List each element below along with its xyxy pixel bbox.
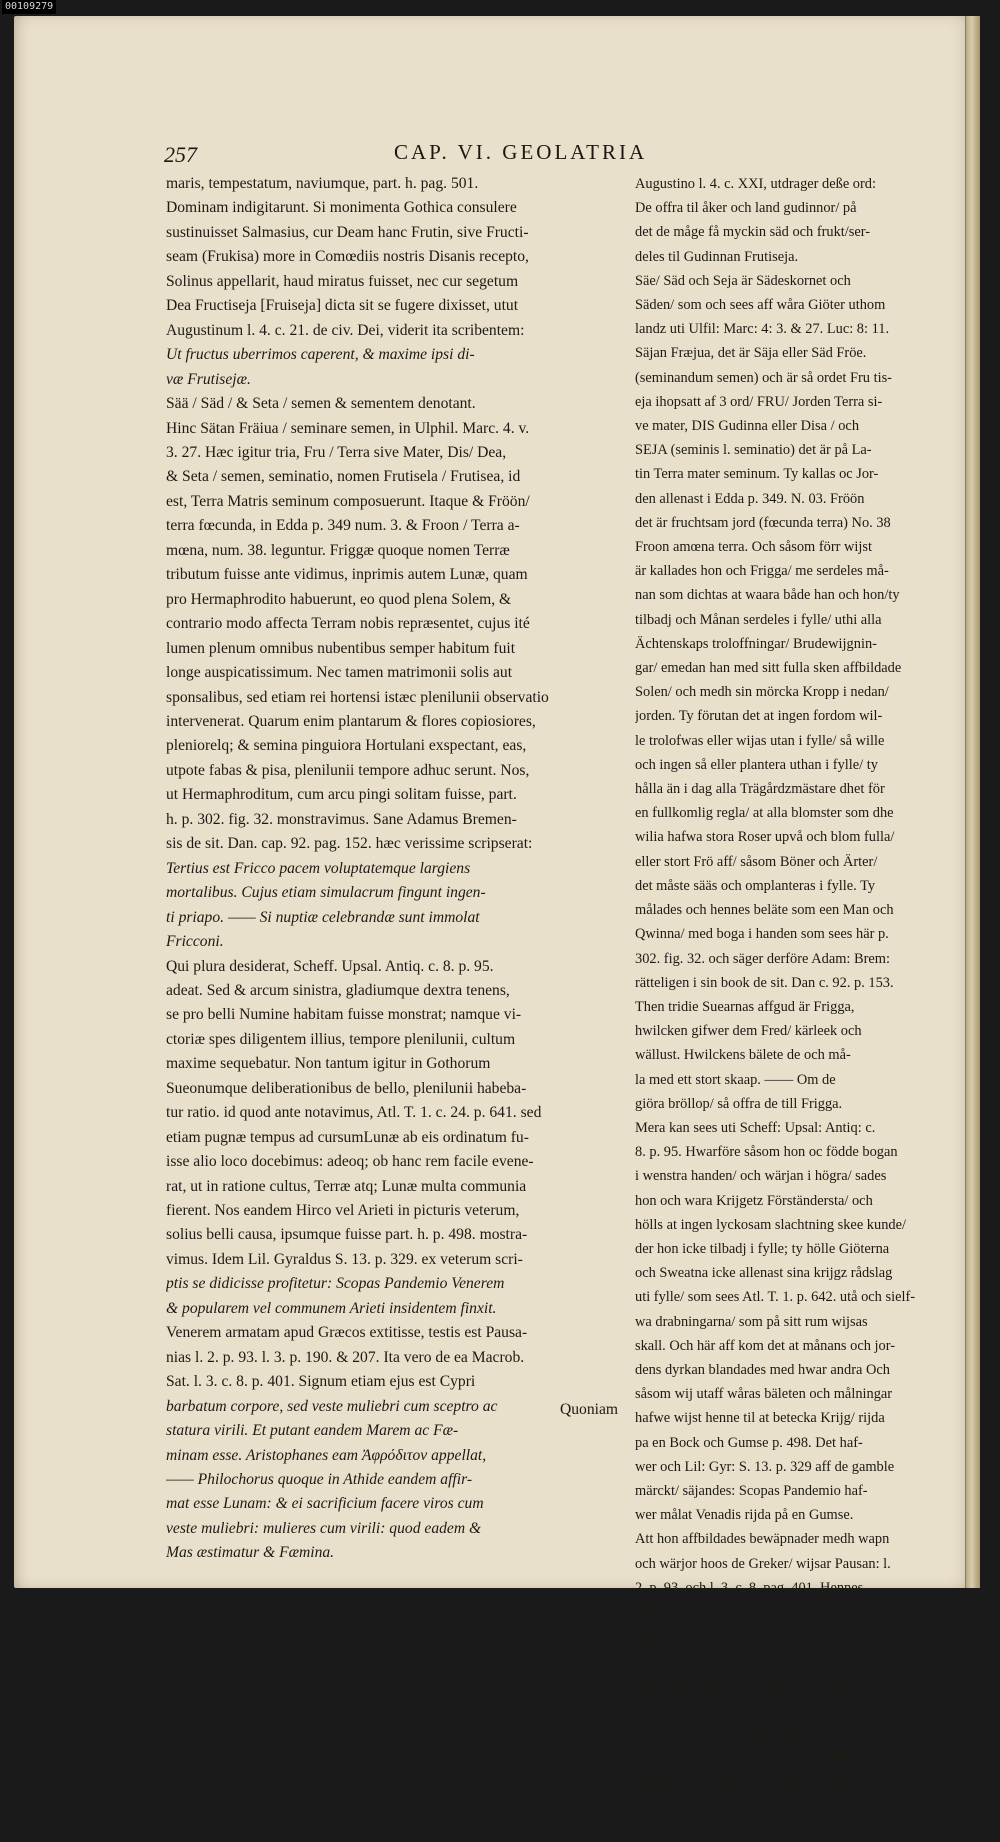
swedish-text-line: la med ett stort skaap. —— Om de: [635, 1071, 836, 1088]
latin-text-line: sustinuisset Salmasius, cur Deam hanc Frutin, sive Fructi-: [166, 223, 529, 241]
swedish-text-line: Ächtenskaps troloffningar/ Brudewijgnin-: [635, 635, 877, 652]
swedish-text-line: hwilcken gifwer dem Fred/ kärleek och: [635, 1023, 862, 1040]
catchword: Quoniam: [560, 1401, 619, 1418]
latin-text-line: Venerem armatam apud Græcos extitisse, testis est Pausa-: [166, 1324, 528, 1342]
latin-text-line: est, Terra Matris seminum composuerunt. Itaque & Fröön/: [166, 492, 530, 510]
swedish-text-line: le trolofwas eller wijas utan i fylle/ så wille: [635, 732, 885, 749]
swedish-text-line: den allenast i Edda p. 349. N. 03. Fröön: [635, 490, 865, 507]
swedish-text-line: ve mater, DIS Gudinna eller Disa / och: [635, 418, 860, 435]
swedish-text-line: gar/ emedan han med sitt fulla sken affbildade: [635, 660, 902, 677]
latin-text-line: Hinc Sätan Fräiua / seminare semen, in Ulphil. Marc. 4. v.: [166, 419, 530, 437]
latin-text-line: Dominam indigitarunt. Si monimenta Gothica consulere: [166, 199, 517, 217]
swedish-text-line: qwinfolckzkläder med en spira i handen/: [635, 1628, 870, 1645]
swedish-text-line: jorden. Ty förutan det at ingen fordom wil-: [635, 708, 883, 725]
swedish-text-line: eja ihopsatt af 3 ord/ FRU/ Jorden Terra si-: [635, 393, 883, 410]
swedish-text-line: der hon icke tilbadj i fylle; ty hölle Giöterna: [635, 1240, 890, 1257]
latin-text-line: vimus. Idem Lil. Gyraldus S. 13. p. 329. ex veterum scri-: [166, 1250, 523, 1268]
latin-text-line: ti priapo. —— Si nuptiæ celebrandæ sunt immolat: [166, 908, 480, 926]
latin-text-line: solius belli causa, ipsumque fuisse part. h. p. 498. mostra-: [166, 1226, 528, 1244]
latin-text-line: Ut fructus uberrimos caperent, & maxime ipsi di-: [166, 346, 475, 364]
swedish-text-line: Qwinna/ med boga i handen som sees här p.: [635, 926, 889, 943]
swedish-text-line: Att hon affbildades bewäpnader medh wapn: [635, 1531, 890, 1548]
swedish-text-line: Froon amœna terra. Och såsom förr wijst: [635, 539, 872, 556]
swedish-text-line: SEJA (seminis l. seminatio) det är på La-: [635, 442, 872, 459]
swedish-text-line: nan som dichtas at waara både han och hon/ty: [635, 587, 900, 604]
swedish-text-line: deles til Gudinnan Frutiseja.: [635, 248, 799, 265]
swedish-text-line: pa en Bock och Gumse p. 498. Det haf-: [635, 1434, 863, 1451]
latin-text-line: se pro belli Numine habitam fuisse monstrat; namque vi-: [166, 1006, 522, 1024]
swedish-text-line: hon och wara Krijgetz Förständersta/ och: [635, 1192, 873, 1209]
latin-text-line: maxime sequebatur. Non tantum igitur in Gothorum: [166, 1055, 491, 1073]
swedish-text-line: 2. p. 93. och l. 3. c. 8. pag. 401. Hennes: [635, 1579, 864, 1596]
latin-text-line: Qui plura desiderat, Scheff. Upsal. Antiq. c. 8. p. 95.: [166, 957, 494, 975]
latin-text-line: mortalibus. Cujus etiam simulacrum fingunt ingen-: [166, 884, 486, 902]
swedish-text-line: Säe/ Säd och Seja är Sädeskornet och: [635, 272, 851, 289]
page-header: [164, 138, 684, 168]
swedish-text-line: det måste sääs och omplanteras i fylle. Ty: [635, 877, 876, 894]
latin-text-line: intervenerat. Quarum enim plantarum & flores copiosiores,: [166, 712, 536, 730]
swedish-text-line: landz uti Ulfil: Marc: 4: 3. & 27. Luc: 8: 11.: [635, 321, 890, 338]
swedish-text-line: hålla än i dag alla Trägårdzmästare dhet för: [635, 781, 885, 798]
book-page: [14, 16, 980, 1838]
swedish-text-line: giöra bröllop/ så offra de till Frigga.: [635, 1095, 843, 1112]
swedish-text-line: lochorus i sin Athide betygar henne wa-: [635, 1700, 865, 1717]
latin-text-line: fierent. Nos eandem Hirco vel Arieti in picturis veterum,: [166, 1202, 520, 1220]
latin-text-line: pro Hermaphrodito habuerunt, eo quod plena Solem, &: [166, 590, 512, 608]
swedish-text-line: det är fruchtsam jord (fœcunda terra) No. 38: [635, 514, 891, 531]
swedish-text-line: 302. fig. 32. och säger derföre Adam: Brem:: [635, 950, 890, 967]
latin-text-line: Tertius est Fricco pacem voluptatemque largiens: [166, 859, 471, 877]
swedish-text-line: en fullkomlig regla/ at alla blomster som dhe: [635, 805, 894, 822]
latin-text-line: isse alio loco docebimus: adeoq; ob hanc rem facile evene-: [166, 1153, 534, 1171]
latin-text-line: sis de sit. Dan. cap. 92. pag. 152. hæc verissime scripserat:: [166, 835, 533, 853]
swedish-text-line: och ingen så eller plantera uthan i fylle/ ty: [635, 756, 878, 773]
latin-text-line: pleniorelq; & semina pinguiora Hortulani exspectant, eas,: [166, 737, 527, 755]
latin-text-line: maris, tempestatum, naviumque, part. h. pag. 501.: [166, 175, 479, 192]
swedish-text-line: wilia hafwa stora Roser upvå och blom fulla/: [635, 829, 895, 846]
swedish-text-line: skall. Och här aff kom det at månans och jor-: [635, 1337, 895, 1354]
swedish-text-line: Then tridie Suearnas affgud är Frigga,: [635, 998, 855, 1015]
swedish-text-line: wara både man och qwinna. —— Phi-: [635, 1676, 856, 1693]
swedish-column: [635, 172, 975, 1842]
latin-text-line: mœna, num. 38. leguntur. Friggæ quoque nomen Terræ: [166, 541, 510, 559]
latin-text-line: væ Frutisejæ.: [166, 370, 251, 388]
swedish-text-line: wällust. Hwilckens bälete de och må-: [635, 1047, 851, 1064]
latin-text-line: lumen plenum omnibus nubentibus semper habitum fuit: [166, 639, 516, 657]
latin-text-line: Sää / Säd / & Seta / semen & sementem denotant.: [166, 395, 476, 413]
latin-text-line: utpote fabas & pisa, plenilunii tempore adhuc serunt. Nos,: [166, 761, 530, 779]
swedish-text-line: Solen/ och medh sin mörcka Kropp i nedan/: [635, 684, 889, 701]
latin-text-line: barbatum corpore, sed veste muliebri cum sceptro ac: [166, 1397, 498, 1415]
latin-text-line: sponsalibus, sed etiam rei hortensi istæc plenilunii observatio: [166, 688, 549, 706]
swedish-text-line: uti fylle/ som sees Atl. T. 1. p. 642. utå och sielf-: [635, 1289, 916, 1306]
swedish-text-line: i wenstra handen/ och wärjan i högra/ sades: [635, 1168, 887, 1185]
swedish-text-line: Mera kan sees uti Scheff: Upsal: Antiq: c.: [635, 1119, 876, 1136]
latin-text-line: Augustinum l. 4. c. 21. de civ. Dei, viderit ita scribentem:: [166, 321, 525, 339]
latin-text-line: mat esse Lunam: & ei sacrificium facere viros cum: [166, 1495, 484, 1513]
swedish-text-line: och wärjor hoos de Greker/ wijsar Pausan: l.: [635, 1555, 891, 1572]
page-number: 257: [164, 142, 197, 167]
swedish-text-line: såsom wij utaff wåras bäleten och målningar: [635, 1386, 893, 1403]
swedish-text-line: tilbadj och Månan serdeles i fylle/ uthi alla: [635, 611, 882, 628]
swedish-text-line: det de måge få myckin säd och frukt/ser-: [635, 224, 871, 241]
latin-text-line: seam (Frukisa) more in Comœdiis nostris Disanis recepto,: [166, 248, 529, 266]
swedish-text-line: (seminandum semen) och är så ordet Fru tis-: [635, 369, 892, 386]
swedish-text-line: märckt/ säjandes: Scopas Pandemio haf-: [635, 1482, 868, 1499]
latin-text-line: statura virili. Et putant eandem Marem ac Fæ-: [166, 1422, 459, 1440]
swedish-text-line: är kallades hon och Frigga/ me serdeles må-: [635, 563, 889, 580]
latin-text-line: contrario modo affecta Terram nobis repræsentet, cujus ité: [166, 615, 530, 633]
swedish-text-line: De offra til åker och land gudinnor/ på: [635, 200, 857, 217]
latin-text-line: minam esse. Aristophanes eam Ἀφρόδιτον appellat,: [166, 1446, 487, 1464]
latin-text-line: veste muliebri: mulieres cum virili: quod eadem &: [166, 1519, 482, 1537]
latin-text-line: 3. 27. Hæc igitur tria, Fru / Terra sive Mater, Dis/ Dea,: [166, 443, 507, 461]
swedish-text-line: wa drabningarna/ som på sitt rum wijsas: [635, 1313, 868, 1330]
latin-text-line: —— Philochorus quoque in Athide eandem affir-: [166, 1471, 473, 1489]
swedish-text-line: rätteligen i sin book de sit. Dan c. 92. p. 153.: [635, 974, 894, 991]
running-head: CAP. VI. GEOLATRIA: [394, 140, 648, 164]
latin-text-line: Sueonumque deliberationibus de bello, plenilunii habeba-: [166, 1079, 527, 1097]
swedish-text-line: 8. p. 95. Hwarföre såsom hon oc födde bogan: [635, 1144, 898, 1161]
swedish-text-line: dhe på sigh Manfolckskläder/ emedan: [635, 1797, 854, 1814]
swedish-text-line: och Sweatna icke allenast sina krijgz rådslag: [635, 1265, 893, 1282]
swedish-text-line: Säjan Fræjua, det är Säja eller Säd Fröe.: [635, 345, 867, 362]
scan-id-label: 00109279: [2, 0, 56, 14]
swedish-text-line: och en Mans skapnat/ ty tro de henne: [635, 1652, 850, 1669]
swedish-text-line: hafwe wijst henne til at betecka Krijg/ rijda: [635, 1410, 885, 1427]
latin-text-line: ut Hermaphroditum, cum arcu pingi solitam fuisse, part.: [166, 786, 517, 804]
latin-text-line: ptis se didicisse profitetur: Scopas Pandemio Venerem: [166, 1275, 505, 1293]
latin-text-line: tur ratio. id quod ante notavimus, Atl. T. 1. c. 24. p. 641. sed: [166, 1104, 542, 1122]
latin-text-line: & popularem vel communem Arieti insidentem finxit.: [166, 1299, 497, 1317]
swedish-text-line: kläder/ och äro de qwinfolck/ så draga: [635, 1773, 856, 1790]
swedish-text-line: wer målat Venadis rijda på en Gumse.: [635, 1507, 854, 1524]
latin-column: [166, 172, 628, 1566]
latin-text-line: adeat. Sed & arcum sinistra, gladiumque dextra tenens,: [166, 981, 510, 999]
swedish-text-line: wer och Lil: Gyr: S. 13. p. 329 aff de gamble: [635, 1458, 895, 1475]
latin-text-line: longe auspicatissimum. Nec tamen matrimonii solis aut: [166, 664, 513, 682]
swedish-text-line: Säden/ som och sees aff wåra Giöter uthom: [635, 297, 886, 314]
latin-text-line: & Seta / semen, seminatio, nomen Frutisela / Frutisea, id: [166, 468, 521, 486]
swedish-text-line: hon hålles för Man och Qwinna.: [635, 1821, 822, 1838]
swedish-text-line: målades och hennes beläte som een Man och: [635, 902, 894, 919]
latin-text-line: rat, ut in ratione cultus, Terræ atq; Lunæ multa communia: [166, 1177, 527, 1195]
swedish-text-line: hölls at ingen lyckosam slachtning skee kunde/: [635, 1216, 906, 1233]
swedish-text-line: ra man/ och de som offra till hene; äro: [635, 1725, 856, 1741]
swedish-text-line: dens dyrkan blandades med hwar andra Och: [635, 1361, 890, 1378]
latin-text-line: tributum fuisse ante vidimus, inprimis autem Lunæ, quam: [166, 566, 528, 584]
swedish-text-line: eller stort Frö aff/ såsom Böner och Ärter/: [635, 853, 878, 870]
latin-text-line: Sat. l. 3. c. 8. p. 401. Signum etiam ejus est Cypri: [166, 1373, 476, 1391]
swedish-text-line: de manfolck/ så kläda de sig i qwinfolk;: [635, 1749, 866, 1766]
swedish-text-line: Augustino l. 4. c. XXI, utdrager deße ord:: [635, 176, 876, 192]
latin-text-line: h. p. 302. fig. 32. monstravimus. Sane Adamus Bremen-: [166, 810, 517, 828]
latin-text-line: ctoriæ spes diligentem illius, tempore plenilunii, cultum: [166, 1030, 516, 1048]
latin-text-line: Mas æstimatur & Fæmina.: [166, 1544, 335, 1562]
latin-text-line: Dea Fructiseja [Fruiseja] dicta sit se fugere dixisset, utut: [166, 297, 519, 315]
latin-text-line: Fricconi.: [166, 933, 224, 951]
latin-text-line: nias l. 2. p. 93. l. 3. p. 190. & 207. Ita vero de ea Macrob.: [166, 1348, 525, 1366]
swedish-text-line: bälete hoos de Cyprer hafwer skiegg/ oc: [635, 1603, 867, 1620]
latin-text-line: terra fœcunda, in Edda p. 349 num. 3. & Froon / Terra a-: [166, 517, 520, 535]
latin-text-line: Solinus appellarit, haud miratus fuisset, nec cur segetum: [166, 272, 519, 290]
swedish-text-line: tin Terra mater seminum. Ty kallas oc Jor-: [635, 466, 879, 483]
latin-text-line: etiam pugnæ tempus ad cursumLunæ ab eis ordinatum fu-: [166, 1128, 529, 1146]
